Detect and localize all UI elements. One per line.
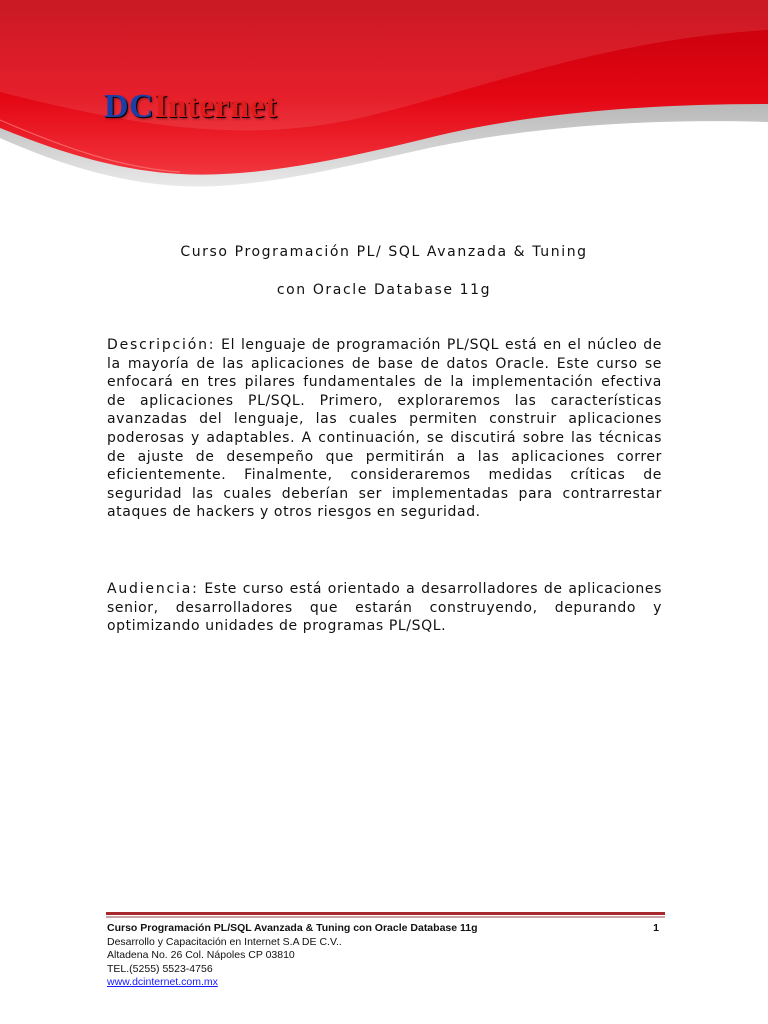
footer-company: Desarrollo y Capacitación en Internet S.A DE C.V..: [107, 935, 342, 948]
footer-title-row: [107, 922, 659, 936]
course-title-line1: Curso Programación PL/ SQL Avanzada & Tuning: [180, 244, 588, 260]
course-title-line2: con Oracle Database 11g: [276, 282, 492, 298]
page-number: 1: [653, 922, 659, 934]
footer-phone: TEL.(5255) 5523-4756: [107, 962, 213, 975]
description-paragraph: [107, 336, 662, 522]
description-text: El lenguaje de programación PL/SQL está en el núcleo de la mayoría de las aplicaciones de base de datos Oracle. Este curso se enfocará en tres pilares fundamentales de la implementación efectiva de aplicaciones PL/SQL. Primero, exploraremos las características avanzadas del lenguaje, las cuales permiten construir aplicaciones poderosas y adaptables. A continuación, se discutirá sobre las técnicas de ajuste de desempeño que permitirán a las aplicaciones correr eficientemente. Finalmente, consideraremos medidas críticas de seguridad las cuales deberían ser implementadas para contrarrestar ataques de hackers y otros riesgos en seguridad.: [107, 337, 662, 521]
logo-internet-text: Internet: [154, 88, 278, 125]
logo-dc-text: DC: [104, 88, 155, 125]
page-footer: [107, 922, 659, 990]
audience-text: Este curso está orientado a desarrolladores de aplicaciones senior, desarrolladores que estarán construyendo, depurando y optimizando unidades de programas PL/SQL.: [107, 581, 662, 635]
footer-divider: [106, 912, 665, 920]
dcinternet-logo: [104, 88, 277, 126]
website-link[interactable]: www.dcinternet.com.mx: [107, 976, 218, 988]
description-label: Descripción:: [107, 337, 216, 353]
footer-address: Altadena No. 26 Col. Nápoles CP 03810: [107, 949, 295, 961]
audience-paragraph: [107, 580, 662, 636]
audience-label: Audiencia:: [107, 581, 199, 597]
footer-course-title: Curso Programación PL/SQL Avanzada & Tuning con Oracle Database 11g: [107, 922, 478, 934]
